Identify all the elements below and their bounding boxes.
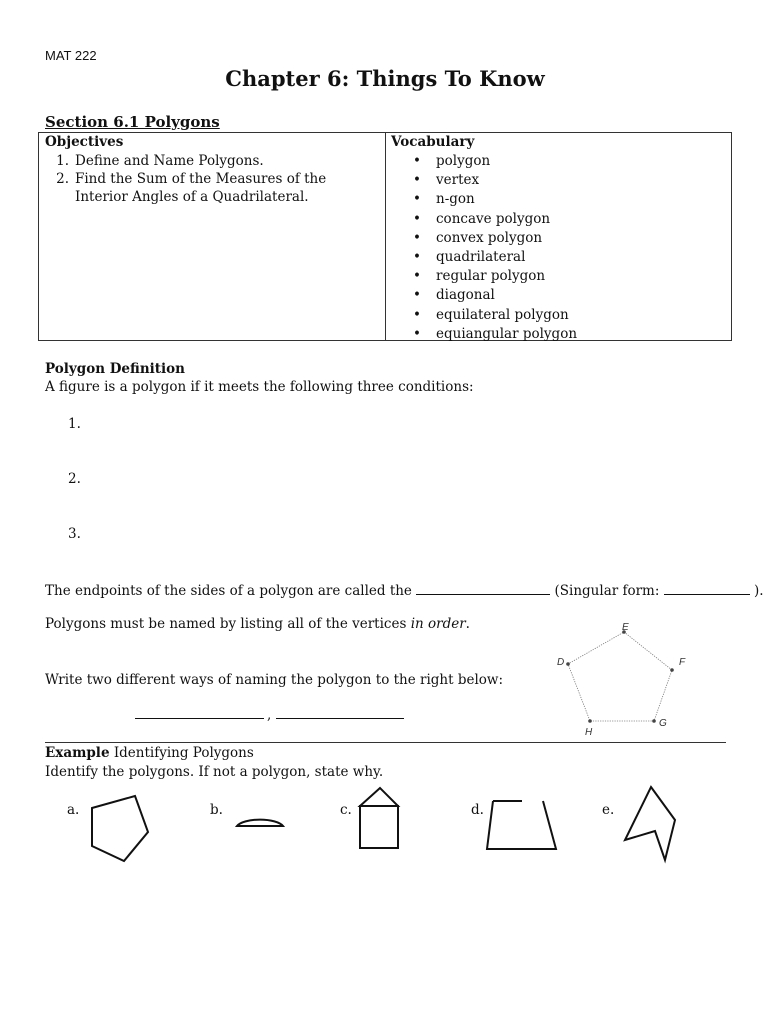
vocab-term: equiangular polygon: [436, 325, 578, 342]
vocab-term: vertex: [436, 172, 480, 189]
bullet: •: [413, 325, 421, 342]
naming-answer-line: [135, 704, 404, 723]
condition-3: 3.: [68, 526, 81, 542]
section-heading: Section 6.1 Polygons: [45, 113, 220, 131]
objective-text: Define and Name Polygons.: [75, 153, 264, 169]
vocabulary-list: [413, 152, 577, 344]
bullet: •: [413, 210, 421, 227]
objectives-heading: Objectives: [45, 134, 124, 150]
objective-number: 2.: [56, 171, 69, 187]
naming-separator: ,: [267, 707, 272, 723]
naming-rule-italic: in order: [410, 616, 466, 632]
example-bold: Example: [45, 745, 110, 761]
vocab-item: [413, 248, 577, 267]
objective-item: [45, 170, 385, 206]
objective-text: Find the Sum of the Measures of the Interior Angles of a Quadrilateral.: [75, 171, 327, 205]
vocab-item: [413, 229, 577, 248]
figure-a-pentagon: [80, 790, 160, 870]
vocab-item: [413, 286, 577, 305]
bullet: •: [413, 287, 421, 304]
naming-blank-2[interactable]: [276, 704, 404, 719]
vocab-item: [413, 267, 577, 286]
vertex-label-e: E: [622, 622, 629, 633]
vertex-label-d: D: [557, 657, 565, 668]
endpoints-sentence: [45, 580, 764, 599]
figure-e-concave: [615, 780, 685, 868]
endpoints-text-middle: (Singular form:: [550, 583, 664, 599]
naming-blank-1[interactable]: [135, 704, 264, 719]
example-heading: [45, 745, 254, 761]
vocab-item: [413, 210, 577, 229]
bullet: •: [413, 306, 421, 323]
naming-rule-before: Polygons must be named by listing all of the vertices: [45, 616, 411, 632]
vocab-term: polygon: [436, 153, 491, 169]
definition-heading: Polygon Definition: [45, 361, 185, 377]
vertex-dot-g: [652, 719, 656, 723]
vocab-item: [413, 325, 577, 344]
figure-a-shape: [92, 796, 148, 861]
vocab-item: [413, 171, 577, 190]
condition-2: 2.: [68, 471, 81, 487]
figure-b-shape: [237, 820, 283, 826]
bullet: •: [413, 229, 421, 246]
vertex-label-g: G: [659, 718, 667, 729]
figure-c-triangle: [360, 788, 398, 806]
bullet: •: [413, 249, 421, 266]
pentagon-diagram: [550, 618, 710, 740]
figure-d-sides: [487, 801, 556, 849]
vocab-term: quadrilateral: [436, 249, 526, 266]
vocab-term: convex polygon: [436, 229, 543, 246]
condition-1: 1.: [68, 416, 81, 432]
naming-rule-after: .: [465, 616, 470, 632]
vocab-term: concave polygon: [436, 210, 551, 227]
figure-label-e: e.: [602, 802, 615, 818]
vertex-dot-d: [566, 662, 570, 666]
vocab-term: n-gon: [436, 191, 475, 208]
vertex-label-f: F: [679, 657, 686, 668]
vocab-item: [413, 190, 577, 209]
bullet: •: [413, 172, 421, 189]
table-divider: [385, 133, 386, 340]
vocab-term: regular polygon: [436, 268, 546, 285]
example-instruction: Identify the polygons. If not a polygon, state why.: [45, 764, 384, 780]
objectives-list: [45, 152, 385, 206]
vertex-dot-f: [670, 668, 674, 672]
figure-label-a: a.: [67, 802, 80, 818]
figure-c-square: [360, 806, 398, 848]
vocabulary-heading: Vocabulary: [391, 134, 475, 150]
endpoints-text-after: ).: [749, 583, 764, 599]
figure-c-house: [352, 782, 408, 854]
example-title: Identifying Polygons: [109, 745, 254, 761]
singular-blank[interactable]: [664, 580, 750, 595]
section-divider: [45, 742, 726, 743]
figure-label-b: b.: [210, 802, 223, 818]
vertices-blank[interactable]: [416, 580, 550, 595]
endpoints-text-before: The endpoints of the sides of a polygon are called the: [45, 583, 417, 599]
figure-d-open-trapezoid: [480, 794, 562, 856]
pentagon-outline: [568, 632, 672, 721]
objective-number: 1.: [56, 153, 69, 169]
objective-item: [45, 152, 385, 170]
naming-prompt: Write two different ways of naming the polygon to the right below:: [45, 672, 504, 688]
figure-b-semicircle: [230, 815, 290, 835]
vocab-term: diagonal: [436, 287, 495, 304]
course-code: MAT 222: [45, 48, 97, 63]
vocab-item: [413, 152, 577, 171]
vocab-item: [413, 306, 577, 325]
bullet: •: [413, 191, 421, 208]
naming-rule: [45, 616, 470, 632]
bullet: •: [413, 153, 421, 169]
definition-intro: A figure is a polygon if it meets the following three conditions:: [45, 379, 474, 395]
vocab-term: equilateral polygon: [436, 306, 569, 323]
bullet: •: [413, 268, 421, 285]
vertex-dot-h: [588, 719, 592, 723]
figure-e-shape: [625, 787, 675, 860]
vertex-label-h: H: [585, 727, 593, 738]
figure-label-c: c.: [340, 802, 352, 818]
page-title: Chapter 6: Things To Know: [225, 66, 545, 91]
figure-label-d: d.: [471, 802, 484, 818]
